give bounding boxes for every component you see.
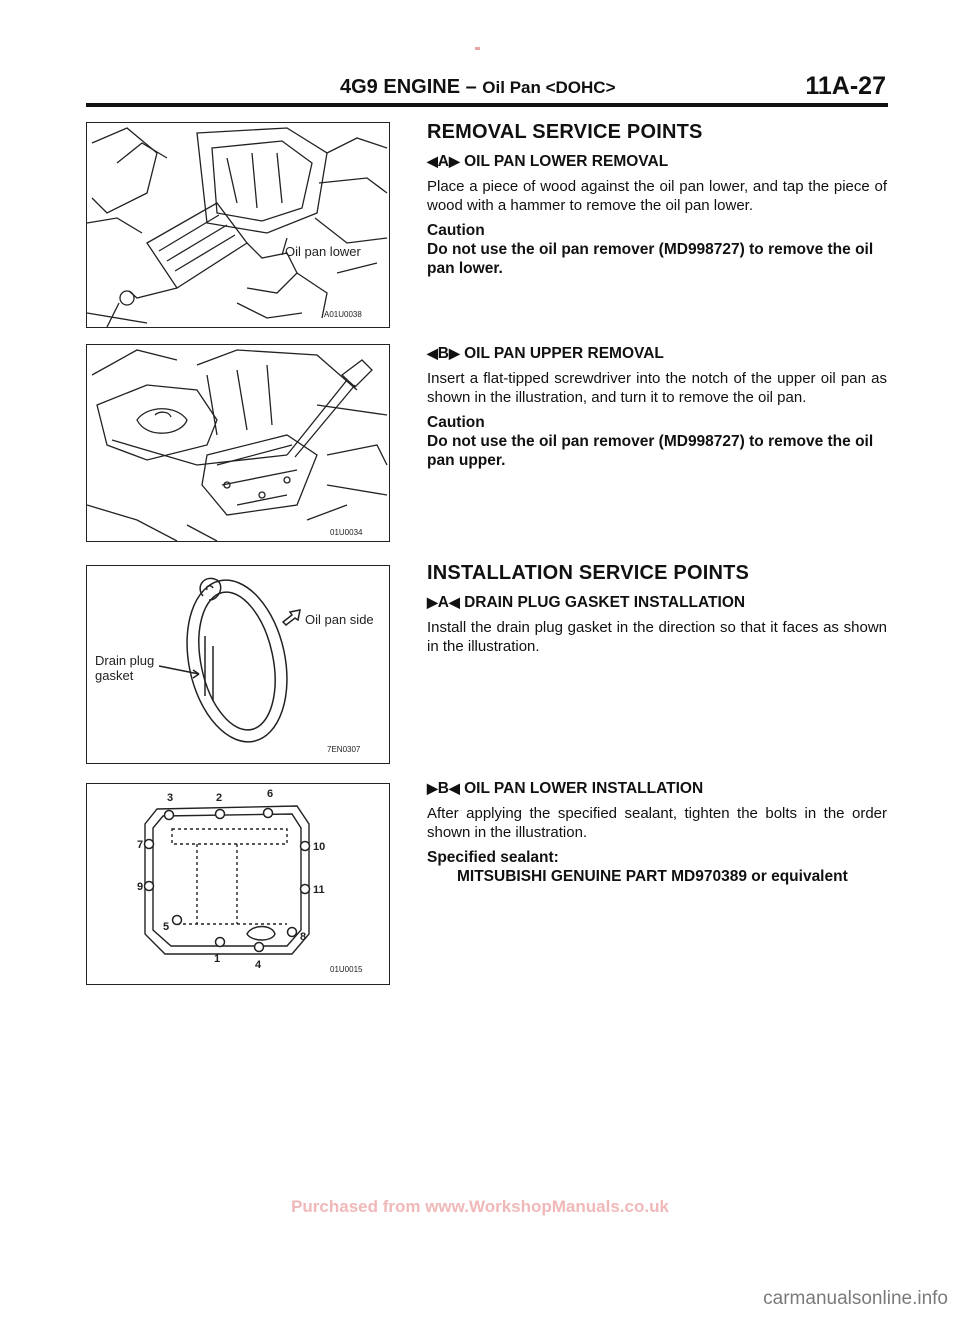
bolt-number-4: 4 bbox=[255, 959, 262, 971]
figure-drain-plug-gasket bbox=[86, 565, 390, 764]
installation-a-heading: ▶A◀ DRAIN PLUG GASKET INSTALLATION bbox=[427, 594, 746, 611]
fig1-code: A01U0038 bbox=[324, 310, 362, 319]
figure-oil-pan-lower-removal bbox=[86, 122, 390, 328]
fig3-label-drain-2: gasket bbox=[95, 668, 134, 683]
bolt-number-8: 8 bbox=[300, 931, 307, 943]
fig2-code: 01U0034 bbox=[330, 528, 363, 537]
bolt-number-5: 5 bbox=[163, 921, 170, 933]
installation-b-section bbox=[427, 780, 887, 886]
fig3-label-side: Oil pan side bbox=[305, 612, 374, 627]
installation-b-spec-label: Specified sealant: bbox=[427, 849, 559, 866]
removal-a-caution-label: Caution bbox=[427, 222, 485, 239]
installation-b-heading: ▶B◀ OIL PAN LOWER INSTALLATION bbox=[427, 780, 704, 797]
bolt-number-2: 2 bbox=[216, 792, 223, 804]
bolt-number-10: 10 bbox=[313, 841, 326, 853]
installation-b-text: After applying the specified sealant, tighten the bolts in the order shown in the illustration. bbox=[427, 805, 887, 841]
installation-section bbox=[427, 562, 887, 662]
fig1-label: Oil pan lower bbox=[285, 244, 361, 259]
bolt-number-3: 3 bbox=[167, 792, 174, 804]
removal-a-text: Place a piece of wood against the oil pan lower, and tap the piece of wood with a hammer to remove the oil pan lower. bbox=[427, 178, 887, 214]
footer-purchased-from: Purchased from www.WorkshopManuals.co.uk bbox=[291, 1197, 669, 1216]
removal-title: REMOVAL SERVICE POINTS bbox=[427, 121, 703, 143]
removal-a-caution-text: Do not use the oil pan remover (MD998727) to remove the oil pan lower. bbox=[427, 241, 874, 277]
installation-title: INSTALLATION SERVICE POINTS bbox=[427, 562, 750, 584]
bolt-number-11: 11 bbox=[313, 884, 325, 896]
removal-b-section bbox=[427, 345, 887, 470]
installation-a-text: Install the drain plug gasket in the direction so that it faces as shown in the illustration. bbox=[427, 619, 887, 655]
page-title: 4G9 ENGINE – Oil Pan <DOHC> bbox=[340, 76, 616, 98]
fig3-code: 7EN0307 bbox=[327, 745, 361, 754]
bolt-number-7: 7 bbox=[137, 839, 144, 851]
watermark: carmanualsonline.info bbox=[763, 1288, 948, 1309]
fig3-label-drain-1: Drain plug bbox=[95, 653, 155, 668]
figure-bolt-tightening-order bbox=[86, 783, 390, 985]
page-number: 11A-27 bbox=[805, 72, 886, 100]
removal-b-text: Insert a flat-tipped screwdriver into the notch of the upper oil pan as shown in the illustration, and turn it to remove the oil pan. bbox=[427, 370, 887, 406]
bolt-number-1: 1 bbox=[214, 953, 221, 965]
header-rule bbox=[86, 103, 888, 107]
header-mark bbox=[475, 47, 480, 50]
removal-b-caution-text: Do not use the oil pan remover (MD998727) to remove the oil pan upper. bbox=[427, 433, 874, 469]
bolt-number-6: 6 bbox=[267, 788, 274, 800]
removal-section bbox=[427, 121, 887, 278]
removal-b-caution-label: Caution bbox=[427, 414, 485, 431]
installation-b-spec-value: MITSUBISHI GENUINE PART MD970389 or equivalent bbox=[457, 868, 848, 885]
removal-b-heading: ◀B▶ OIL PAN UPPER REMOVAL bbox=[427, 345, 664, 362]
fig4-code: 01U0015 bbox=[330, 965, 363, 974]
figure-oil-pan-upper-removal bbox=[86, 344, 390, 542]
bolt-number-9: 9 bbox=[137, 881, 144, 893]
removal-a-heading: ◀A▶ OIL PAN LOWER REMOVAL bbox=[427, 153, 669, 170]
